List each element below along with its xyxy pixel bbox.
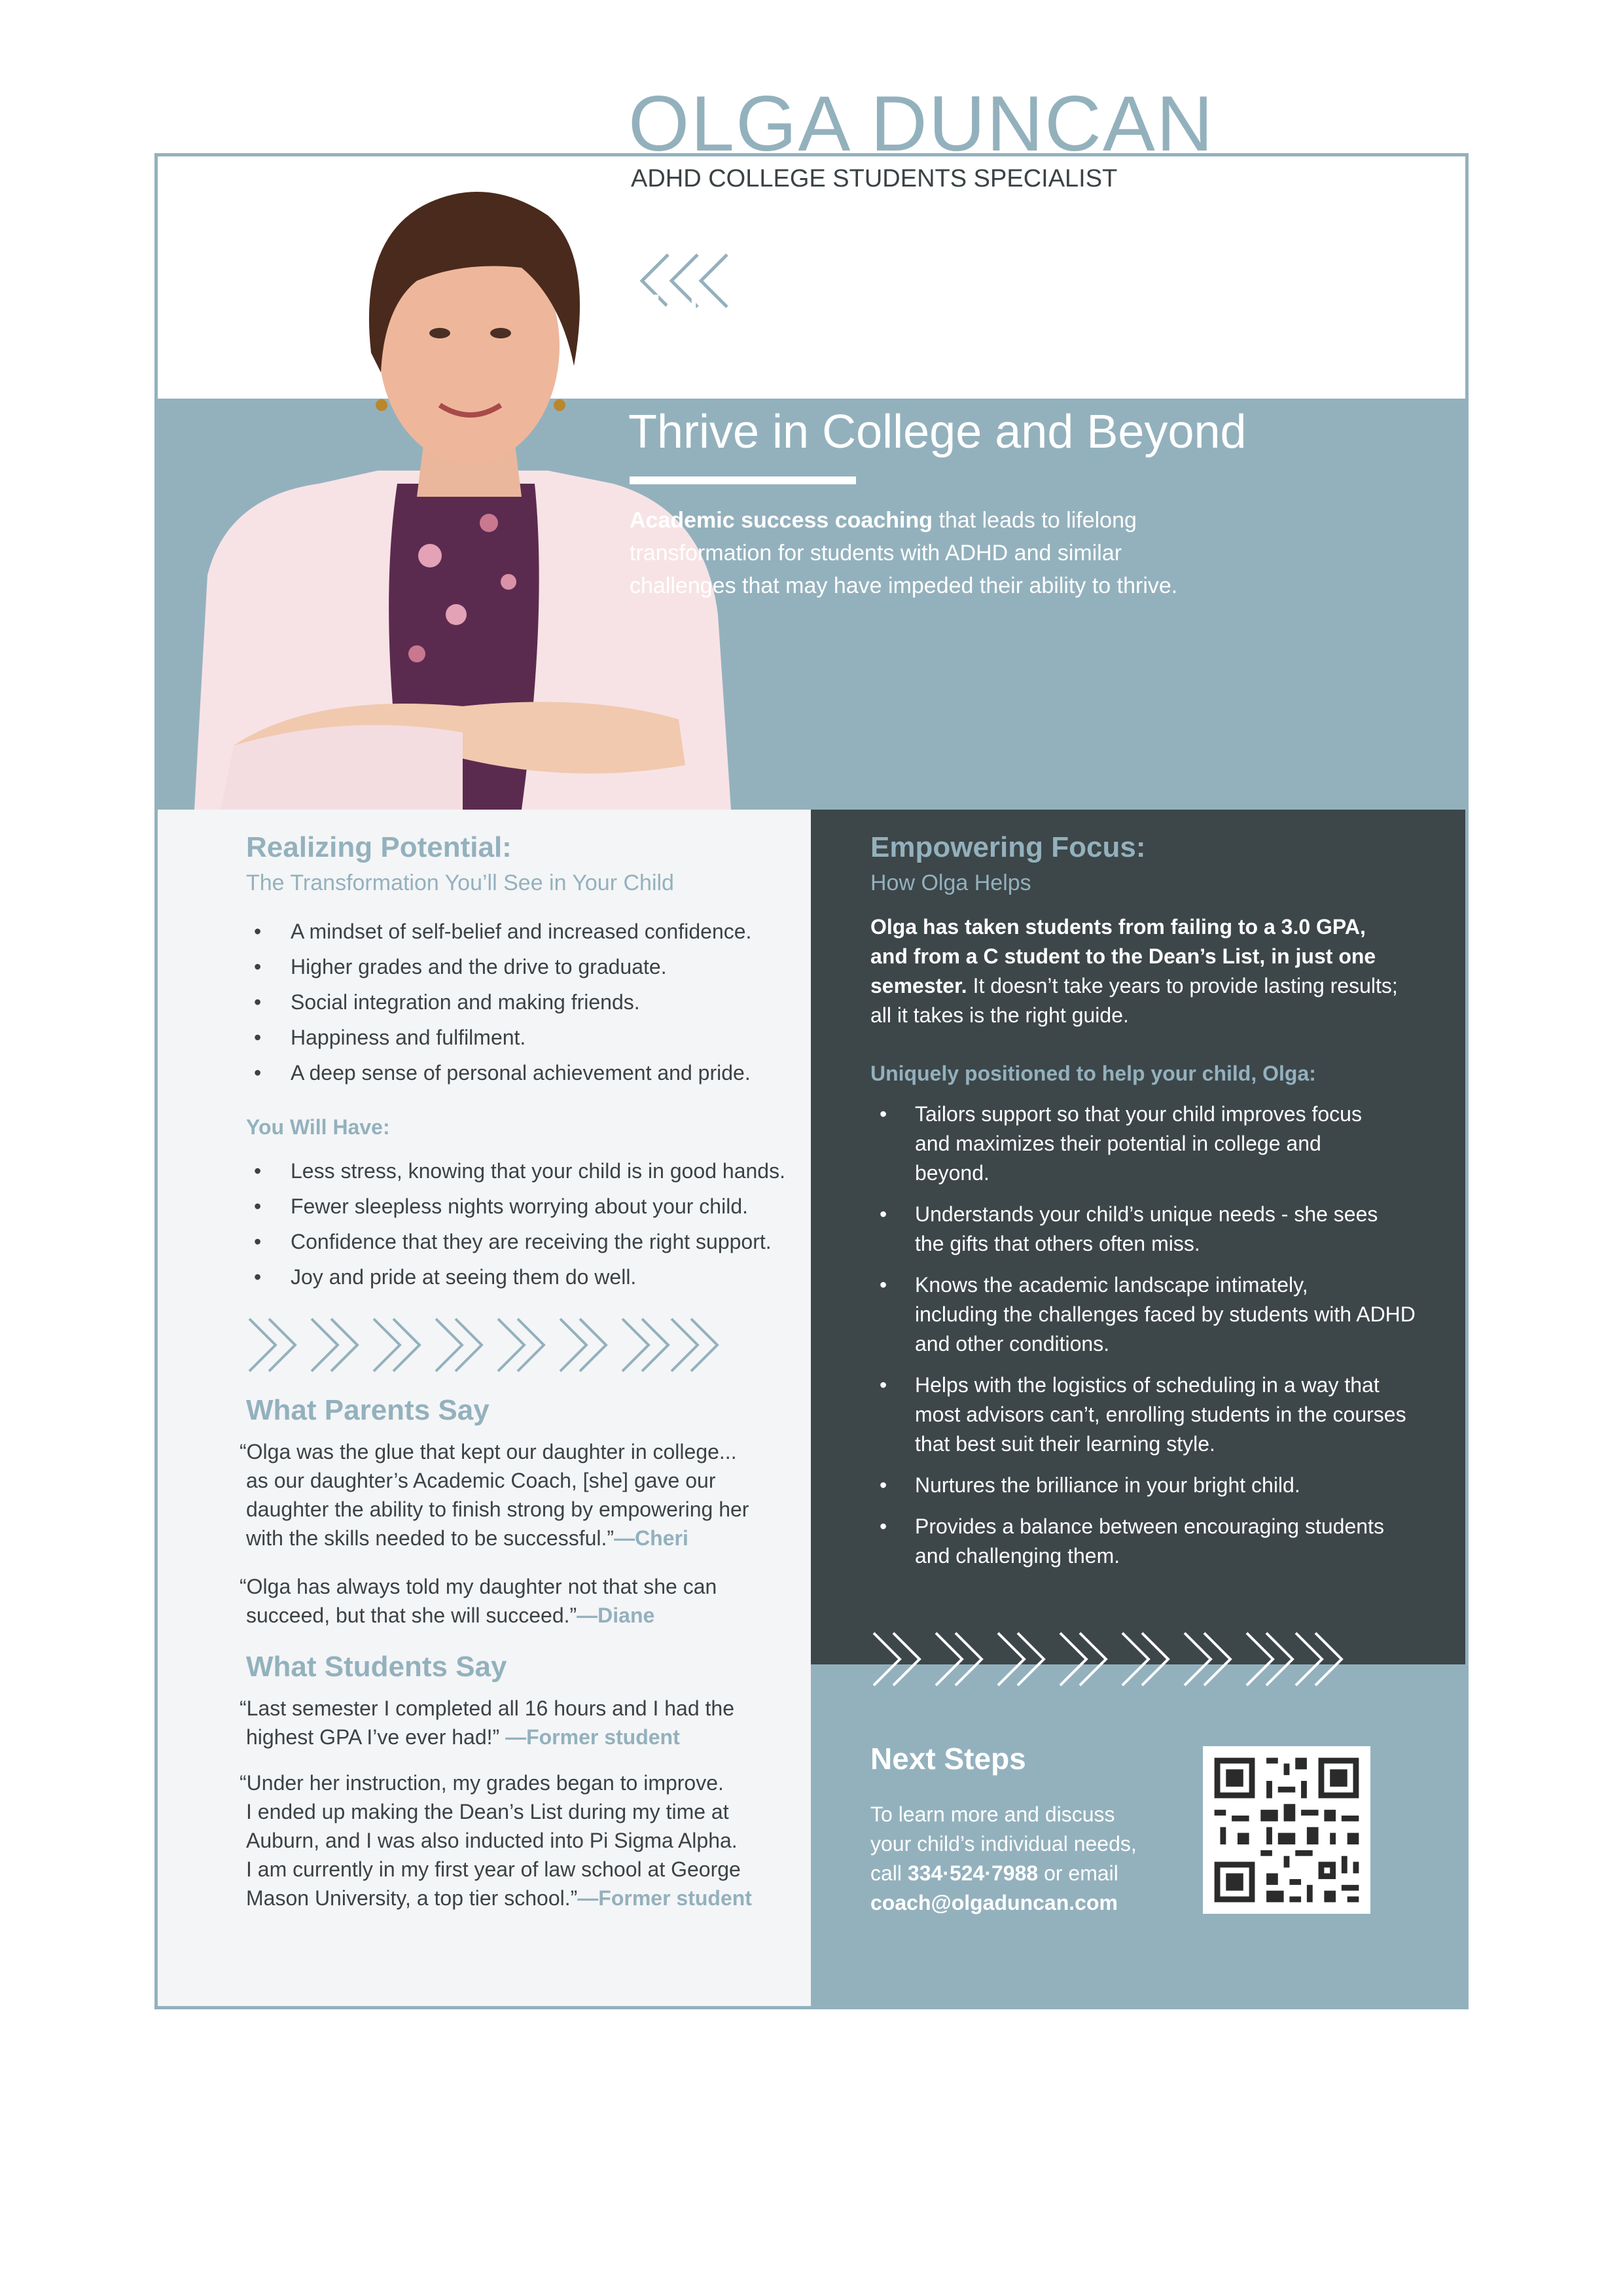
will-have-list: [246, 1153, 785, 1295]
list-item-line: beyond.: [915, 1161, 990, 1185]
will-have-title: You Will Have:: [246, 1115, 390, 1139]
student-quote-1: [240, 1694, 734, 1751]
quote-line: with the skills needed to be successful.”: [246, 1526, 615, 1550]
intro-line: challenges that may have impeded their ability to thrive.: [630, 573, 1178, 598]
quote-line: succeed, but that she will succeed.”: [246, 1604, 577, 1627]
list-item: • Confidence that they are receiving the right support.: [246, 1224, 785, 1259]
qr-code-icon: [1203, 1746, 1370, 1914]
quote-attribution: —Diane: [577, 1604, 655, 1627]
quote-line: Auburn, and I was also inducted into Pi Sigma Alpha.: [246, 1829, 738, 1852]
qr-code[interactable]: [1203, 1746, 1370, 1914]
quote-line: daughter the ability to finish strong by empowering her: [246, 1498, 749, 1521]
quote-attribution: —Cheri: [614, 1526, 688, 1550]
next-steps-line: call: [870, 1861, 902, 1885]
forward-chevrons-icon: [870, 1630, 1348, 1689]
empowering-bold-line: Olga has taken students from failing to a 3.0 GPA,: [870, 915, 1366, 939]
empowering-line: It doesn’t take years to provide lasting results;: [972, 974, 1398, 997]
headline-line: Thrive in College and Beyond: [628, 406, 1247, 458]
intro-line: that leads to lifelong: [938, 508, 1137, 533]
list-item: • Fewer sleepless nights worrying about your child.: [246, 1189, 785, 1224]
list-item: [870, 1471, 1433, 1500]
parent-quote-cheri: [240, 1437, 749, 1552]
list-item-line: and challenging them.: [915, 1544, 1120, 1568]
quote-attribution: —Former student: [505, 1725, 680, 1749]
uniquely-title: Uniquely positioned to help your child, Olga:: [870, 1062, 1316, 1085]
realizing-subtitle: The Transformation You’ll See in Your Child: [246, 870, 674, 895]
empowering-subtitle: How Olga Helps: [870, 870, 1031, 895]
list-item: [870, 1512, 1433, 1571]
list-item-line: • Knows the academic landscape intimately,: [915, 1273, 1308, 1297]
student-quote-2: [240, 1768, 752, 1912]
empowering-bold-line: and from a C student to the Dean’s List, in just one: [870, 944, 1376, 968]
intro-text: [630, 504, 1258, 602]
quote-line: “Olga was the glue that kept our daughter in college...: [240, 1440, 737, 1463]
empowering-bold-line: semester.: [870, 974, 967, 997]
list-item: [870, 1100, 1433, 1188]
name-title: OLGA DUNCAN: [628, 80, 1215, 168]
next-steps-line: or email: [1044, 1861, 1118, 1885]
list-item-line: the gifts that others often miss.: [915, 1232, 1200, 1255]
parents-title: What Parents Say: [246, 1394, 490, 1426]
quote-attribution: —Former student: [577, 1886, 752, 1910]
list-item: • Happiness and fulfilment.: [246, 1020, 751, 1055]
quote-line: “Olga has always told my daughter not that she can: [240, 1575, 717, 1598]
next-steps-title: Next Steps: [870, 1742, 1026, 1776]
list-item: • Higher grades and the drive to graduate.: [246, 949, 751, 984]
list-item-line: • Provides a balance between encouraging students: [915, 1515, 1384, 1538]
quote-line: I am currently in my first year of law school at George: [246, 1857, 741, 1881]
quote-line: “Under her instruction, my grades began to improve.: [240, 1771, 724, 1795]
empowering-title: Empowering Focus:: [870, 831, 1146, 863]
list-item: [870, 1270, 1433, 1359]
list-item-line: • Helps with the logistics of scheduling in a way that: [915, 1373, 1380, 1397]
quote-line: highest GPA I’ve ever had!”: [246, 1725, 500, 1749]
list-item: [870, 1371, 1433, 1459]
list-item-line: and maximizes their potential in college and: [915, 1132, 1321, 1155]
headline-line: or Other Learning Challenges: [628, 346, 1247, 398]
list-item: • A deep sense of personal achievement and pride.: [246, 1055, 751, 1090]
realizing-list: [246, 914, 751, 1090]
intro-bold: Academic success coaching: [630, 508, 933, 533]
list-item-line: • Understands your child’s unique needs - she sees: [915, 1202, 1378, 1226]
uniquely-list: [870, 1100, 1433, 1583]
name-subtitle: ADHD COLLEGE STUDENTS SPECIALIST: [631, 165, 1118, 192]
realizing-title: Realizing Potential:: [246, 831, 512, 863]
students-title: What Students Say: [246, 1651, 507, 1683]
next-steps-line: To learn more and discuss: [870, 1803, 1115, 1826]
empowering-text: [870, 912, 1433, 1030]
quote-line: Mason University, a top tier school.”: [246, 1886, 578, 1910]
next-steps-line: your child’s individual needs,: [870, 1832, 1137, 1856]
quote-line: as our daughter’s Academic Coach, [she] gave our: [246, 1469, 716, 1492]
list-item: • Less stress, knowing that your child is in good hands.: [246, 1153, 785, 1189]
list-item: • Joy and pride at seeing them do well.: [246, 1259, 785, 1295]
empowering-line: all it takes is the right guide.: [870, 1003, 1129, 1027]
list-item-line: that best suit their learning style.: [915, 1432, 1215, 1456]
quote-line: “Last semester I completed all 16 hours and I had the: [240, 1696, 734, 1720]
list-item: • A mindset of self-belief and increased confidence.: [246, 914, 751, 949]
list-item-line: • Nurtures the brilliance in your bright child.: [915, 1473, 1300, 1497]
email-link[interactable]: coach@olgaduncan.com: [870, 1891, 1118, 1914]
list-item-line: and other conditions.: [915, 1332, 1110, 1355]
headline-rule: [630, 476, 856, 484]
next-steps-text: [870, 1800, 1137, 1918]
phone-number[interactable]: 334·524·7988: [907, 1861, 1039, 1885]
quote-line: I ended up making the Dean’s List during my time at: [246, 1800, 729, 1823]
headline: [628, 281, 1283, 462]
list-item-line: most advisors can’t, enrolling students in the courses: [915, 1403, 1406, 1426]
list-item-line: including the challenges faced by students with ADHD: [915, 1302, 1416, 1326]
parent-quote-diane: [240, 1572, 717, 1630]
forward-chevrons-icon: [246, 1316, 724, 1374]
list-item: [870, 1200, 1433, 1259]
list-item-line: • Tailors support so that your child improves focus: [915, 1102, 1362, 1126]
intro-line: transformation for students with ADHD and similar: [630, 541, 1122, 565]
headline-line: Helping Your Child with ADHD: [628, 285, 1257, 338]
list-item: • Social integration and making friends.: [246, 984, 751, 1020]
